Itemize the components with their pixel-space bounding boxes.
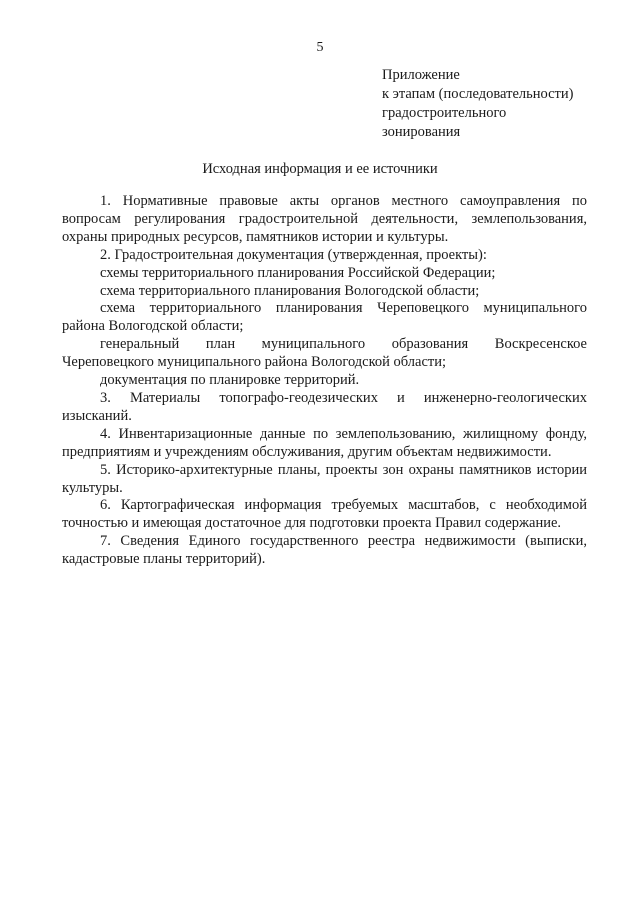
document-heading: Исходная информация и ее источники xyxy=(202,161,438,177)
page-number: 5 xyxy=(316,40,324,55)
list-subitem: схема территориального планирования Череповецкого муниципального района Вологодской области; xyxy=(62,300,587,335)
list-item-1: 1. Нормативные правовые акты органов местного самоуправления по вопросам регулирования градостроительной деятельности, землепользования, охраны природных ресурсов, памятников истории и культуры. xyxy=(62,193,587,245)
appendix-line: градостроительного xyxy=(382,105,507,121)
document-body xyxy=(62,193,587,569)
list-subitem: схема территориального планирования Вологодской области; xyxy=(100,282,480,299)
appendix-line: зонирования xyxy=(382,124,461,140)
list-subitem: генеральный план муниципального образования Воскресенское xyxy=(100,336,587,353)
appendix-line: Приложение xyxy=(382,67,460,83)
list-subitem: схемы территориального планирования Российской Федерации; xyxy=(100,264,496,281)
appendix-note xyxy=(382,66,632,142)
list-subitem: документация по планировке территорий. xyxy=(100,372,360,389)
appendix-line: к этапам (последовательности) xyxy=(382,86,574,102)
list-item-6: 6. Картографическая информация требуемых масштабов, с необходимой точностью и имеющая достаточное для подготовки проекта Правил содержание. xyxy=(62,497,587,532)
list-item-2: 2. Градостроительная документация (утвержденная, проекты): xyxy=(100,246,487,263)
list-item-7: 7. Сведения Единого государственного реестра недвижимости (выписки, кадастровые планы территорий). xyxy=(62,533,587,568)
list-item-5: 5. Историко-архитектурные планы, проекты зон охраны памятников истории культуры. xyxy=(62,461,587,496)
list-subitem-continuation: Череповецкого муниципального района Вологодской области; xyxy=(62,354,447,371)
list-item-4: 4. Инвентаризационные данные по землепользованию, жилищному фонду, предприятиям и учреждениям обслуживания, другим объектам недвижимости. xyxy=(62,425,587,460)
list-item-3: 3. Материалы топографо-геодезических и инженерно-геологических изысканий. xyxy=(62,389,587,424)
